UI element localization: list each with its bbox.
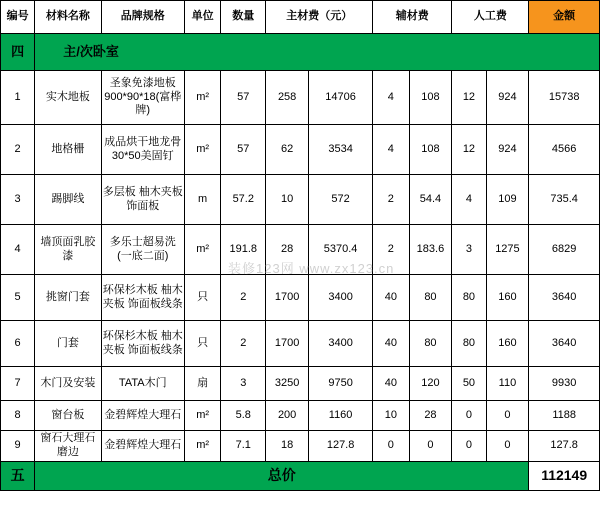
row-amount: 9930	[529, 367, 600, 401]
row-labor-total: 160	[486, 321, 529, 367]
table-row	[1, 125, 600, 175]
header-amount: 金额	[529, 1, 600, 34]
row-no: 1	[1, 71, 35, 125]
row-amount: 127.8	[529, 431, 600, 462]
watermark: 装修123网 www.zx123.cn	[228, 261, 395, 276]
row-quantity: 3	[221, 367, 266, 401]
row-amount: 4566	[529, 125, 600, 175]
header-material-fee: 主材费（元）	[266, 1, 373, 34]
row-labor-unit-price: 3	[452, 225, 486, 275]
row-aux-unit-price: 0	[373, 431, 409, 462]
row-unit: 只	[184, 275, 220, 321]
row-labor-unit-price: 12	[452, 125, 486, 175]
row-brand-spec: 多层板 柚木夹板 饰面板	[101, 175, 184, 225]
row-unit: m	[184, 175, 220, 225]
table-row	[1, 275, 600, 321]
row-quantity: 2	[221, 321, 266, 367]
row-no: 5	[1, 275, 35, 321]
header-unit: 单位	[184, 1, 220, 34]
row-aux-total: 0	[409, 431, 452, 462]
row-labor-total: 110	[486, 367, 529, 401]
row-material-total: 14706	[309, 71, 373, 125]
row-amount: 1188	[529, 401, 600, 431]
row-amount: 3640	[529, 275, 600, 321]
header-quantity: 数量	[221, 1, 266, 34]
row-labor-total: 109	[486, 175, 529, 225]
section-row	[1, 34, 600, 71]
row-brand-spec: 环保杉木板 柚木夹板 饰面板线条	[101, 275, 184, 321]
row-unit: m²	[184, 125, 220, 175]
row-material-name: 木门及安装	[35, 367, 101, 401]
row-material-unit-price: 200	[266, 401, 309, 431]
row-labor-unit-price: 80	[452, 275, 486, 321]
row-labor-total: 0	[486, 431, 529, 462]
row-material-unit-price: 1700	[266, 275, 309, 321]
row-labor-unit-price: 12	[452, 71, 486, 125]
row-unit: m²	[184, 431, 220, 462]
row-material-name: 挑窗门套	[35, 275, 101, 321]
row-labor-unit-price: 50	[452, 367, 486, 401]
table-row	[1, 401, 600, 431]
row-brand-spec: 金碧辉煌大理石	[101, 401, 184, 431]
row-aux-total: 54.4	[409, 175, 452, 225]
row-no: 7	[1, 367, 35, 401]
row-aux-total: 120	[409, 367, 452, 401]
table-row	[1, 225, 600, 275]
row-quantity: 57	[221, 71, 266, 125]
row-aux-unit-price: 4	[373, 125, 409, 175]
row-amount: 6829	[529, 225, 600, 275]
row-brand-spec: TATA木门	[101, 367, 184, 401]
row-labor-total: 924	[486, 125, 529, 175]
row-aux-unit-price: 10	[373, 401, 409, 431]
row-brand-spec: 多乐士超易洗(一底二面)	[101, 225, 184, 275]
total-amount: 112149	[529, 461, 600, 490]
row-material-total: 5370.4	[309, 225, 373, 275]
table-header-row	[1, 1, 600, 34]
row-no: 4	[1, 225, 35, 275]
row-material-name: 窗石大理石磨边	[35, 431, 101, 462]
row-labor-total: 0	[486, 401, 529, 431]
row-no: 6	[1, 321, 35, 367]
row-material-name: 地格栅	[35, 125, 101, 175]
row-aux-unit-price: 40	[373, 321, 409, 367]
row-material-total: 572	[309, 175, 373, 225]
row-material-unit-price: 10	[266, 175, 309, 225]
table-row	[1, 431, 600, 462]
row-no: 8	[1, 401, 35, 431]
row-material-name: 窗台板	[35, 401, 101, 431]
row-material-unit-price: 62	[266, 125, 309, 175]
table-row	[1, 367, 600, 401]
row-quantity: 191.8	[221, 225, 266, 275]
row-brand-spec: 圣象免漆地板900*90*18(富桦牌)	[101, 71, 184, 125]
row-material-name: 实木地板	[35, 71, 101, 125]
row-aux-total: 80	[409, 321, 452, 367]
header-no: 编号	[1, 1, 35, 34]
table-row	[1, 321, 600, 367]
header-auxiliary-fee: 辅材费	[373, 1, 452, 34]
row-no: 3	[1, 175, 35, 225]
section-label: 主/次卧室	[35, 34, 600, 71]
row-unit: m²	[184, 401, 220, 431]
row-quantity: 2	[221, 275, 266, 321]
row-no: 9	[1, 431, 35, 462]
row-material-unit-price: 258	[266, 71, 309, 125]
row-quantity: 5.8	[221, 401, 266, 431]
total-row	[1, 461, 600, 490]
row-labor-total: 924	[486, 71, 529, 125]
row-aux-total: 183.6	[409, 225, 452, 275]
total-index: 五	[1, 461, 35, 490]
row-material-unit-price: 18	[266, 431, 309, 462]
row-material-total: 3534	[309, 125, 373, 175]
section-index: 四	[1, 34, 35, 71]
row-brand-spec: 环保杉木板 柚木夹板 饰面板线条	[101, 321, 184, 367]
row-brand-spec: 金碧辉煌大理石	[101, 431, 184, 462]
row-unit: m²	[184, 71, 220, 125]
row-material-total: 1160	[309, 401, 373, 431]
row-unit: m²	[184, 225, 220, 275]
row-material-total: 127.8	[309, 431, 373, 462]
row-amount: 735.4	[529, 175, 600, 225]
header-labor-fee: 人工费	[452, 1, 529, 34]
row-aux-unit-price: 40	[373, 367, 409, 401]
row-aux-total: 108	[409, 125, 452, 175]
row-amount: 3640	[529, 321, 600, 367]
row-unit: 只	[184, 321, 220, 367]
row-aux-unit-price: 4	[373, 71, 409, 125]
row-aux-unit-price: 2	[373, 225, 409, 275]
row-brand-spec: 成品烘干地龙骨30*50美固钉	[101, 125, 184, 175]
row-labor-unit-price: 80	[452, 321, 486, 367]
row-amount: 15738	[529, 71, 600, 125]
header-material-name: 材料名称	[35, 1, 101, 34]
row-material-name: 门套	[35, 321, 101, 367]
total-label: 总价	[35, 461, 529, 490]
table-row	[1, 71, 600, 125]
row-material-name: 踢脚线	[35, 175, 101, 225]
row-no: 2	[1, 125, 35, 175]
row-material-name: 墙顶面乳胶漆	[35, 225, 101, 275]
row-material-total: 9750	[309, 367, 373, 401]
row-material-unit-price: 1700	[266, 321, 309, 367]
row-material-unit-price: 28	[266, 225, 309, 275]
row-labor-unit-price: 0	[452, 401, 486, 431]
row-aux-unit-price: 2	[373, 175, 409, 225]
row-labor-total: 1275	[486, 225, 529, 275]
row-labor-unit-price: 0	[452, 431, 486, 462]
row-aux-total: 108	[409, 71, 452, 125]
row-quantity: 7.1	[221, 431, 266, 462]
row-aux-total: 80	[409, 275, 452, 321]
row-quantity: 57	[221, 125, 266, 175]
row-aux-unit-price: 40	[373, 275, 409, 321]
row-labor-unit-price: 4	[452, 175, 486, 225]
table-row	[1, 175, 600, 225]
row-material-total: 3400	[309, 321, 373, 367]
row-aux-total: 28	[409, 401, 452, 431]
header-brand-spec: 品牌规格	[101, 1, 184, 34]
row-material-total: 3400	[309, 275, 373, 321]
row-quantity: 57.2	[221, 175, 266, 225]
row-labor-total: 160	[486, 275, 529, 321]
row-unit: 扇	[184, 367, 220, 401]
row-material-unit-price: 3250	[266, 367, 309, 401]
